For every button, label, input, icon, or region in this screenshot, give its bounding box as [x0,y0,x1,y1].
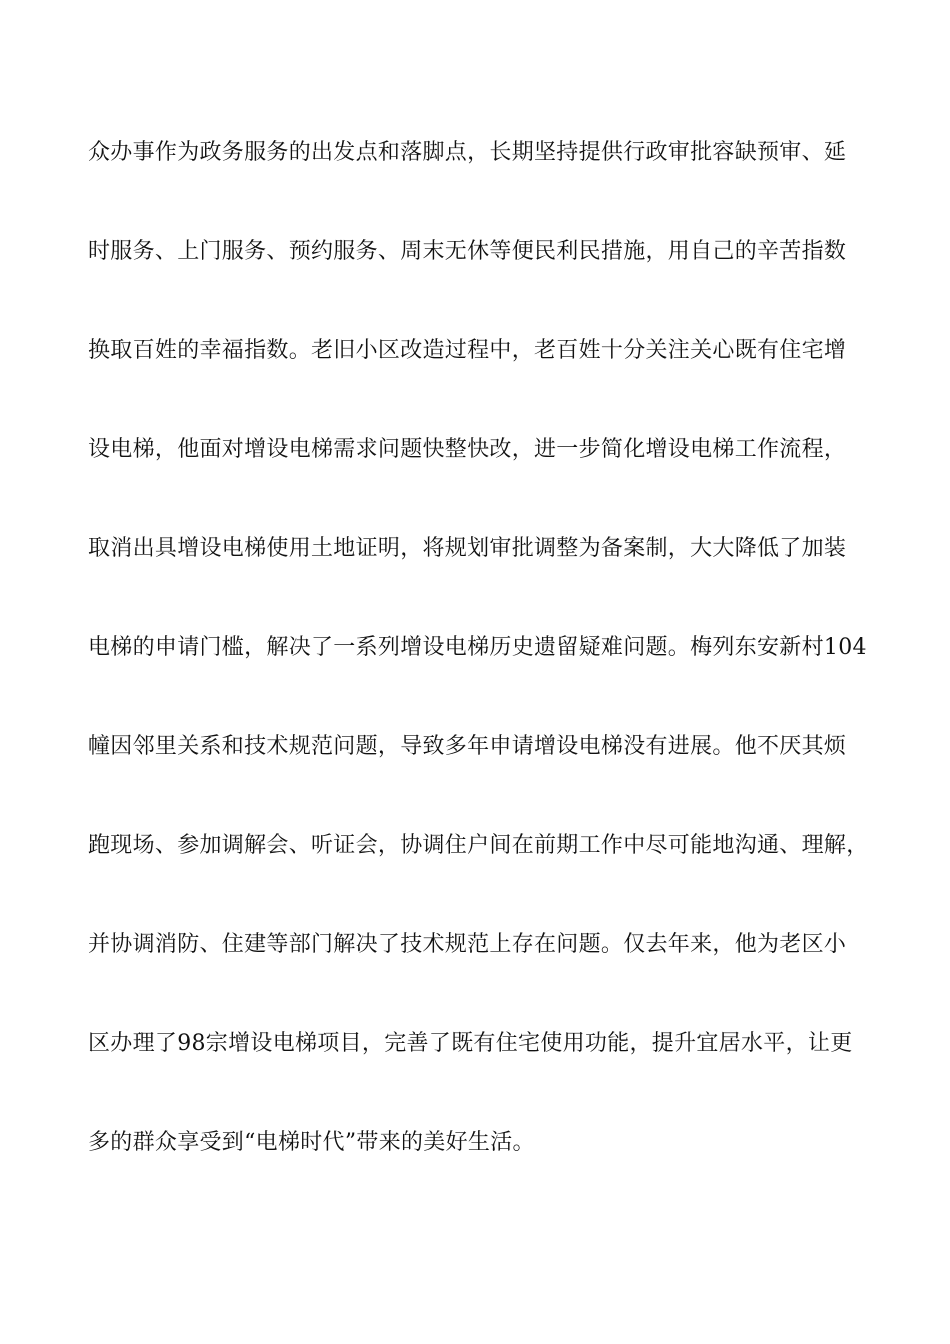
text-line: 并协调消防、住建等部门解决了技术规范上存在问题。仅去年来，他为老区小 [88,932,847,957]
text-line: 设电梯，他面对增设电梯需求问题快整快改，进一步简化增设电梯工作流程， [88,437,847,462]
body-text [88,130,878,1166]
text-line: 区办理了98宗增设电梯项目，完善了既有住宅使用功能，提升宜居水平，让更 [88,1031,853,1056]
text-line: 换取百姓的幸福指数。老旧小区改造过程中，老百姓十分关注关心既有住宅增 [88,338,847,363]
text-line: 众办事作为政务服务的出发点和落脚点，长期坚持提供行政审批容缺预审、延 [88,140,847,165]
text-line: 跑现场、参加调解会、听证会，协调住户间在前期工作中尽可能地沟通、理解， [88,833,869,858]
text-line: 多的群众享受到“电梯时代”带来的美好生活。 [88,1130,535,1155]
text-line: 时服务、上门服务、预约服务、周末无休等便民利民措施，用自己的辛苦指数 [88,239,847,264]
text-line: 幢因邻里关系和技术规范问题，导致多年申请增设电梯没有进展。他不厌其烦 [88,734,847,759]
text-line: 取消出具增设电梯使用土地证明，将规划审批调整为备案制，大大降低了加装 [88,536,847,561]
text-line: 电梯的申请门槛，解决了一系列增设电梯历史遗留疑难问题。梅列东安新村104 [88,635,867,660]
